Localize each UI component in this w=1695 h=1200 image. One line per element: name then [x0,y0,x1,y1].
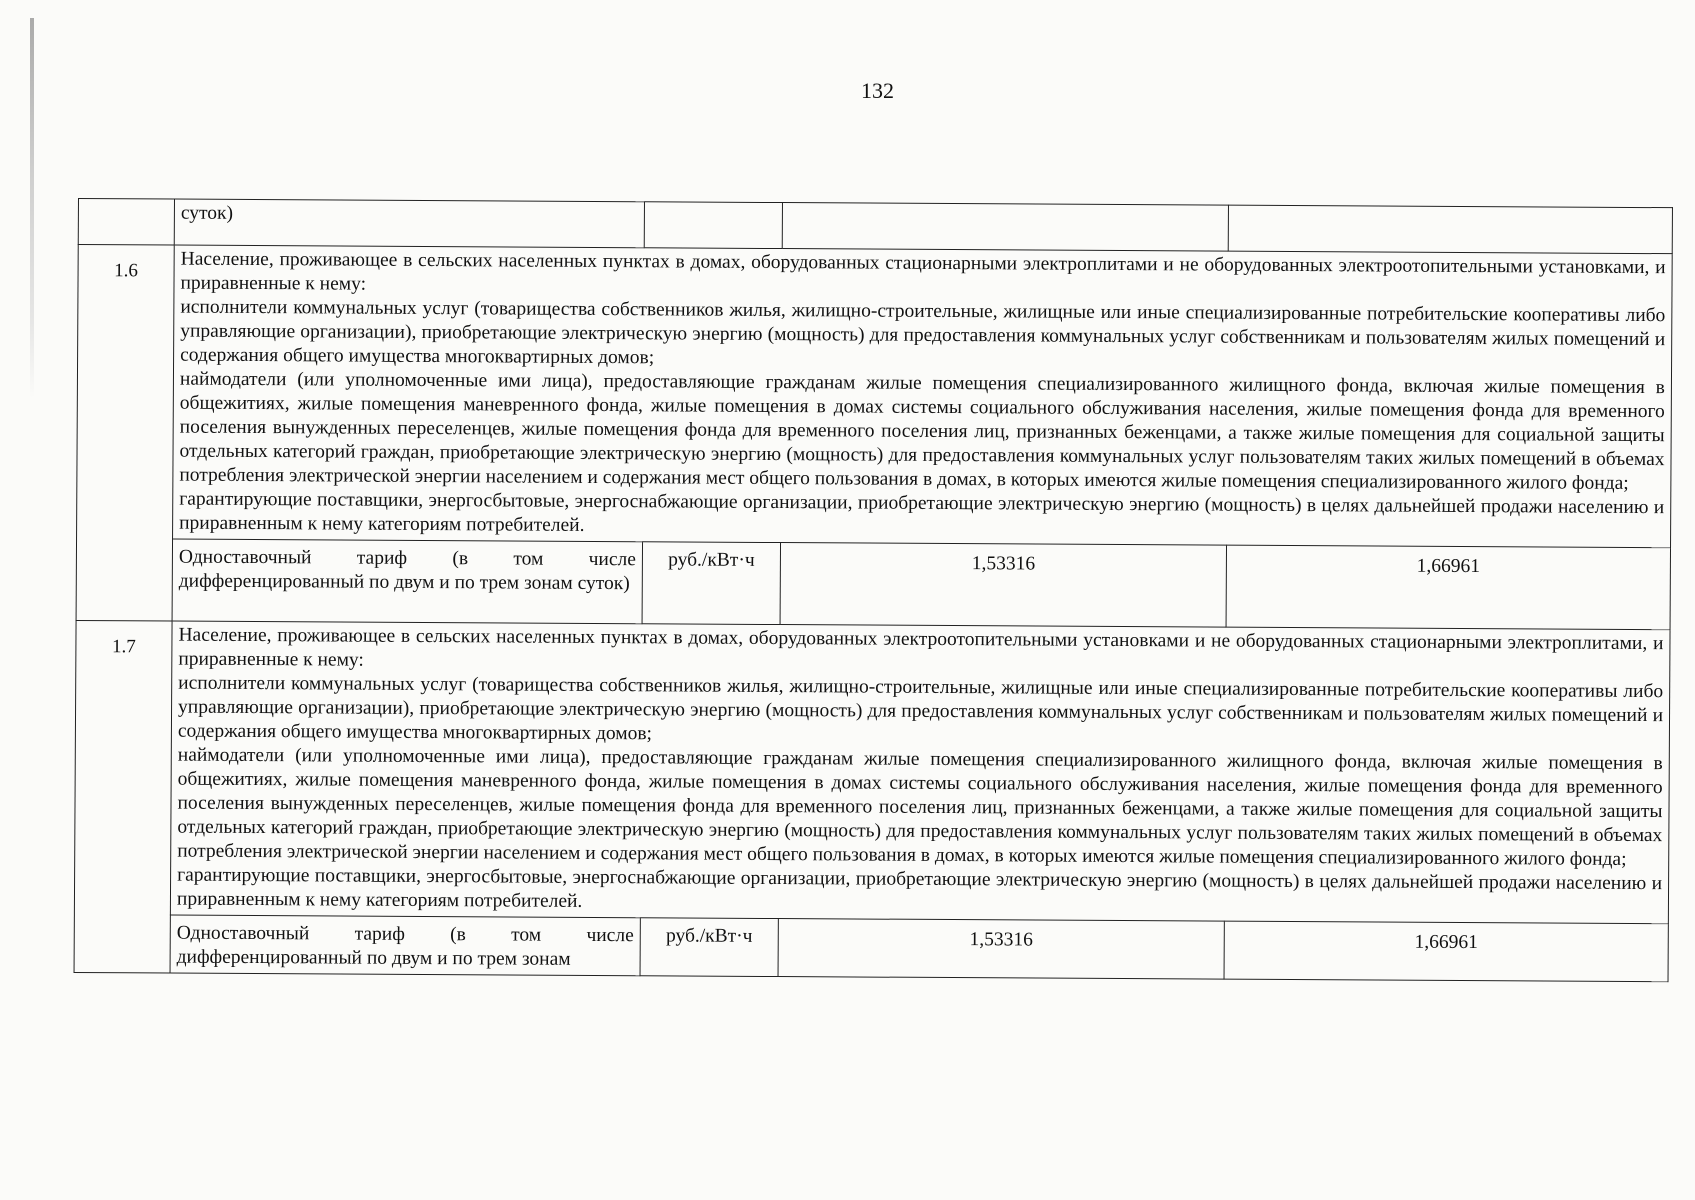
tariff-label: Одноставочный тариф (в том числе дифференцированный по двум и по трем зонам суток) [172,539,642,624]
unit-label: руб./кВт·ч [642,542,780,625]
category-line: исполнители коммунальных услуг (товарищества собственников жилья, жилищно-строительные, жилищные или иные специализированные потребительские кооперативы либо управляющие организации), приобретающие электрическую энергию (мощность) для предоставления коммунальных услуг собственникам и пользователям жилых помещений и содержания общего имущества многоквартирных домов; [180,296,1666,369]
unit-label: руб./кВт·ч [640,918,778,977]
page-number: 132 [861,78,894,103]
tariff-label-cell: суток) [174,199,644,248]
category-line: Население, проживающее в сельских населенных пунктах в домах, оборудованных электроотопительными установками и не оборудованных стационарными электроплитами, и приравненные к нему: [178,624,1664,671]
table-row-1-7-header [74,620,1670,923]
row-number: 1.6 [76,245,174,622]
category-line: гарантирующие поставщики, энергосбытовые, энергоснабжающие организации, приобретающие электрическую энергию (мощность) в целях дальнейшей продажи населению и приравненным к нему категориям потребителей. [176,864,1663,912]
tariff-table [74,198,1673,982]
category-line: гарантирующие поставщики, энергосбытовые, энергоснабжающие организации, приобретающие электрическую энергию (мощность) в целях дальнейшей продажи населению и приравненным к нему категориям потребителей. [179,488,1665,536]
tariff-value-2: 1,66961 [1226,545,1670,630]
tariff-label: Одноставочный тариф (в том числе дифференцированный по двум и по трем зонам [170,915,640,976]
row-number-cell [78,199,174,246]
table-row-1-6-header [77,245,1673,548]
tariff-table-sheet [74,198,1672,982]
tariff-value-2: 1,66961 [1224,921,1668,982]
category-line: исполнители коммунальных услуг (товарищества собственников жилья, жилищно-строительные, жилищные или иные специализированные потребительские кооперативы либо управляющие организации), приобретающие электрическую энергию (мощность) для предоставления коммунальных услуг собственникам и пользователям жилых помещений и содержания общего имущества многоквартирных домов; [177,672,1664,745]
value-2-cell [1228,205,1672,254]
category-description [170,621,1670,924]
unit-cell [644,202,782,249]
category-line: Население, проживающее в сельских населенных пунктах в домах, оборудованных стационарными электроплитами и не оборудованных электроотопительными установками, и приравненные к нему: [180,248,1666,295]
category-line: наймодатели (или уполномоченные ими лица), предоставляющие гражданам жилые помещения специализированного жилищного фонда, включая жилые помещения в общежитиях, жилые помещения маневренного фонда, жилые помещения в домах системы социального обслуживания населения, жилые помещения фонда для временного поселения вынужденных переселенцев, жилые помещения фонда для временного поселения лиц, признанных беженцами, а также жилые помещения для социальной защиты отдельных категорий граждан, приобретающие электрическую энергию (мощность) для предоставления коммунальных услуг пользователям таких жилых помещений в объемах потребления электрической энергии населением и содержания мест общего пользования в домах, в которых имеются жилые помещения специализированного жилого фонда; [177,744,1663,870]
value-1-cell [782,203,1228,252]
category-description [173,245,1673,548]
scan-edge-shadow [30,18,34,398]
table-row-1-6-tariff [76,538,1670,629]
category-line: наймодатели (или уполномоченные ими лица), предоставляющие гражданам жилые помещения специализированного жилищного фонда, включая жилые помещения в общежитиях, жилые помещения маневренного фонда, жилые помещения в домах системы социального обслуживания населения, жилые помещения фонда для временного поселения вынужденных переселенцев, жилые помещения фонда для временного поселения лиц, признанных беженцами, а также жилые помещения для социальной защиты отдельных категорий граждан, приобретающие электрическую энергию (мощность) для предоставления коммунальных услуг пользователям таких жилых помещений в объемах потребления электрической энергии населением и содержания мест общего пользования в домах, в которых имеются жилые помещения специализированного жилого фонда; [179,368,1665,494]
tariff-value-1: 1,53316 [778,919,1224,980]
tariff-value-1: 1,53316 [780,543,1226,628]
row-number: 1.7 [74,620,172,973]
table-row-1-7-tariff [74,914,1668,981]
